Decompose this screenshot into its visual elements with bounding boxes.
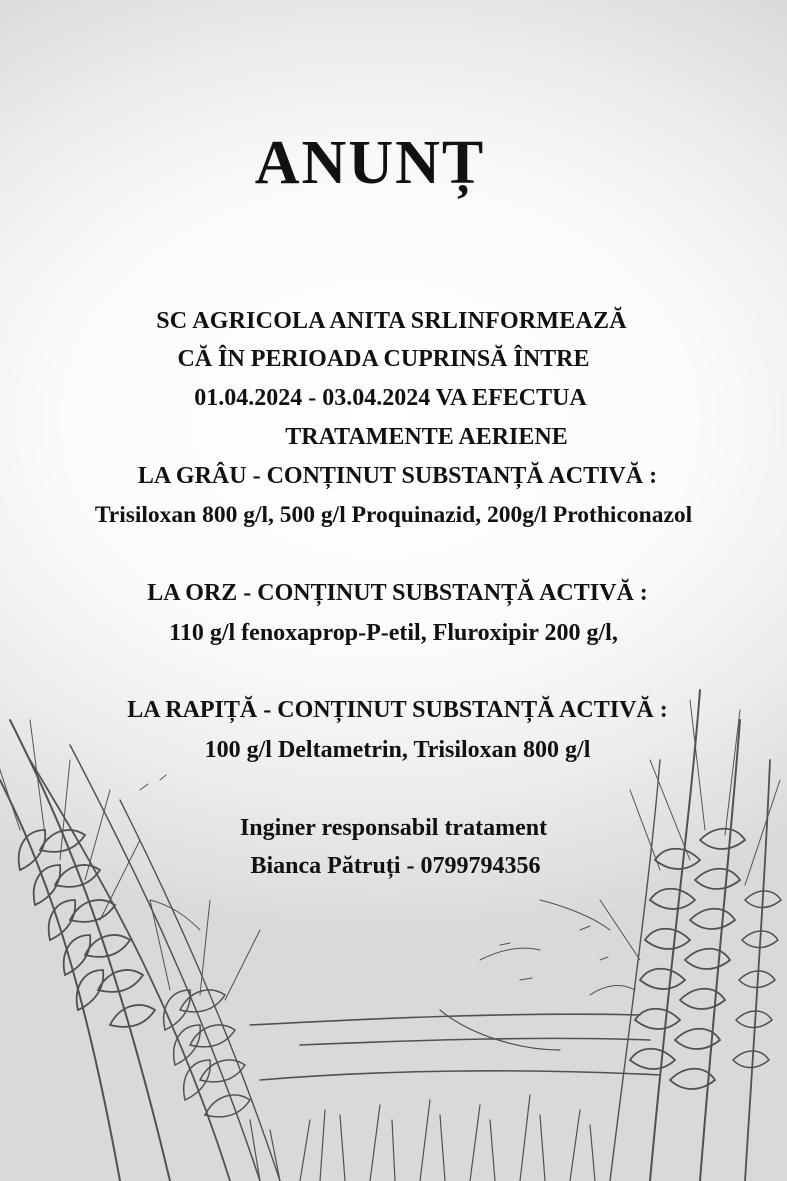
crop-substances-rapita: 100 g/l Deltametrin, Trisiloxan 800 g/l (204, 737, 591, 763)
treatment-line: TRATAMENTE AERIENE (285, 424, 568, 450)
crop-heading-grau: LA GRÂU - CONȚINUT SUBSTANȚĂ ACTIVĂ : (137, 463, 658, 489)
period-line: CĂ ÎN PERIOADA CUPRINSĂ ÎNTRE (177, 346, 590, 372)
crop-heading-orz: LA ORZ - CONȚINUT SUBSTANȚĂ ACTIVĂ : (147, 580, 648, 606)
crop-heading-rapita: LA RAPIȚĂ - CONȚINUT SUBSTANȚĂ ACTIVĂ : (127, 697, 668, 723)
announcement-title: ANUNȚ (254, 129, 486, 197)
crop-substances-grau: Trisiloxan 800 g/l, 500 g/l Proquinazid, 200g/l Prothiconazol (94, 502, 693, 528)
company-line: SC AGRICOLA ANITA SRLINFORMEAZĂ (156, 308, 627, 334)
dates-line: 01.04.2024 - 03.04.2024 VA EFECTUA (194, 385, 587, 411)
engineer-role: Inginer responsabil tratament (239, 815, 548, 841)
engineer-name-phone: Bianca Pătruți - 0799794356 (250, 853, 541, 879)
crop-substances-orz: 110 g/l fenoxaprop-P-etil, Fluroxipir 200 g/l, (169, 620, 618, 646)
